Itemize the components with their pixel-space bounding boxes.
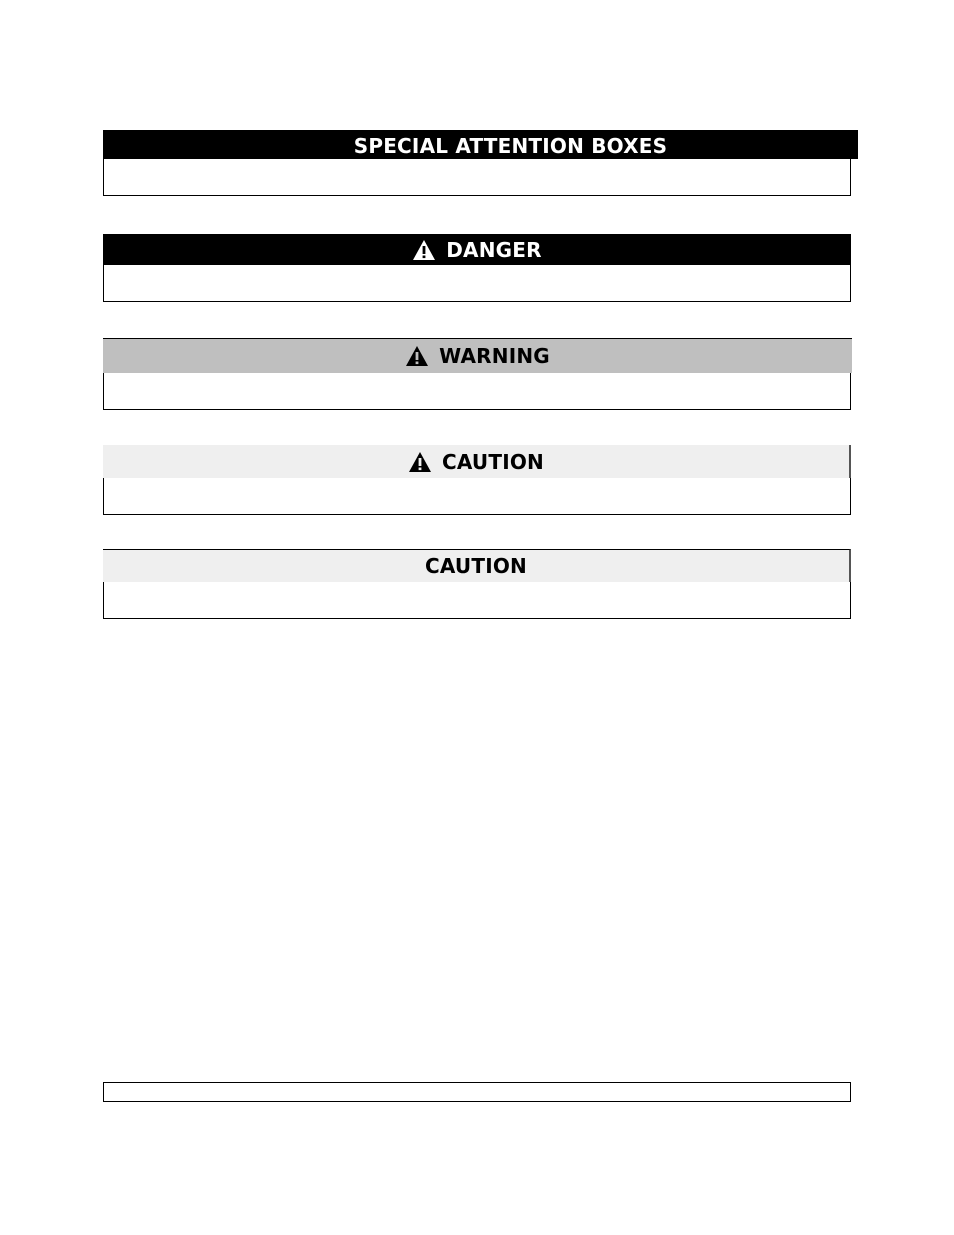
special-attention-box — [103, 130, 851, 196]
danger-header — [103, 234, 851, 265]
warning-triangle-icon — [412, 239, 436, 261]
warning-title: WARNING — [439, 344, 550, 368]
caution-icon-header — [103, 445, 851, 478]
special-attention-body — [103, 159, 851, 196]
caution-title: CAUTION — [424, 554, 527, 578]
caution-body — [103, 582, 851, 619]
special-attention-title: SPECIAL ATTENTION BOXES — [353, 133, 668, 158]
warning-triangle-icon — [405, 345, 429, 367]
danger-box — [103, 234, 851, 302]
caution-icon-box — [103, 445, 851, 515]
footer-box — [103, 1082, 851, 1102]
warning-header — [103, 338, 852, 373]
warning-triangle-icon — [408, 451, 432, 473]
caution-header — [103, 549, 851, 582]
special-attention-header — [103, 130, 858, 159]
warning-body — [103, 373, 851, 410]
warning-box — [103, 338, 851, 410]
caution-icon-title: CAUTION — [441, 449, 544, 474]
caution-box — [103, 549, 851, 619]
danger-body — [103, 265, 851, 302]
caution-icon-body — [103, 478, 851, 515]
danger-title: DANGER — [446, 237, 542, 262]
